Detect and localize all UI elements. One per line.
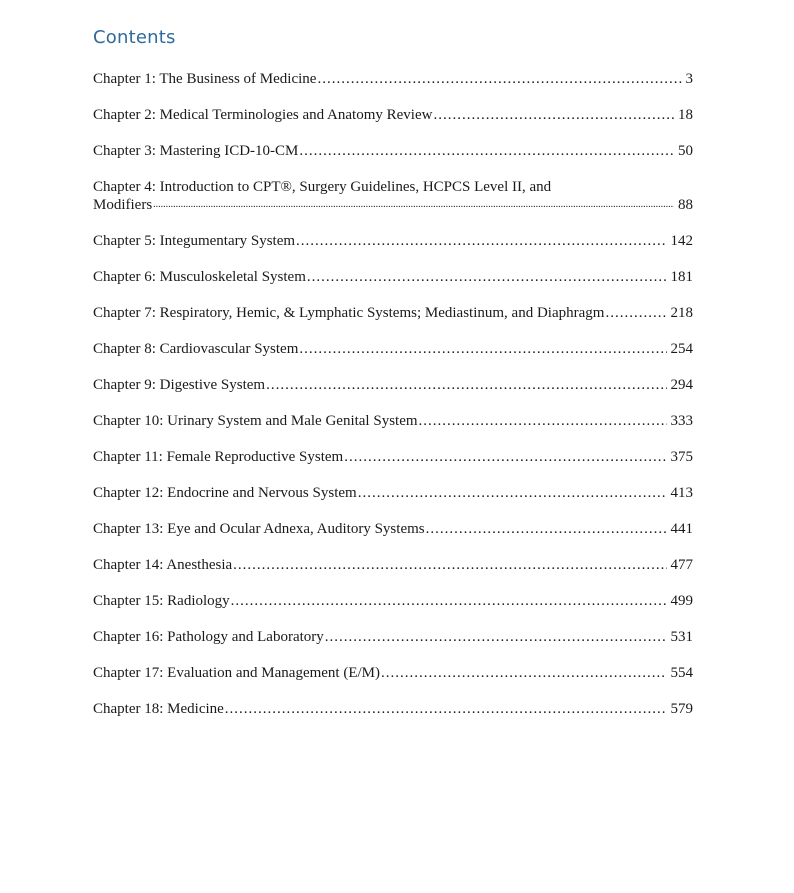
- toc-page-number: 218: [670, 305, 693, 321]
- toc-entry-title: Chapter 8: Cardiovascular System: [93, 341, 299, 357]
- dot-leader: [605, 304, 666, 322]
- toc-entry-title: Chapter 9: Digestive System: [93, 377, 266, 393]
- dot-leader: [317, 70, 681, 88]
- toc-page-number: 441: [670, 521, 693, 537]
- toc-entry-title: Chapter 12: Endocrine and Nervous System: [93, 485, 357, 501]
- toc-entry-chapter-1: [93, 70, 693, 88]
- toc-page-number: 254: [670, 341, 693, 357]
- toc-entry-title: Chapter 1: The Business of Medicine: [93, 71, 317, 87]
- toc-page-number: 579: [670, 701, 693, 717]
- toc-entry-title: Chapter 7: Respiratory, Hemic, & Lymphatic Systems; Mediastinum, and Diaphragm: [93, 305, 605, 321]
- dot-leader: [153, 196, 674, 214]
- toc-entry-chapter-10: [93, 412, 693, 430]
- toc-entry-title: Chapter 13: Eye and Ocular Adnexa, Auditory Systems: [93, 521, 425, 537]
- toc-entry-title: Chapter 11: Female Reproductive System: [93, 449, 344, 465]
- dot-leader: [419, 412, 667, 430]
- toc-entry-chapter-14: [93, 556, 693, 574]
- toc-page-number: 333: [670, 413, 693, 429]
- dot-leader: [296, 232, 666, 250]
- dot-leader: [381, 664, 667, 682]
- toc-page-number: 142: [670, 233, 693, 249]
- dot-leader: [231, 592, 667, 610]
- toc-entry-title: Chapter 5: Integumentary System: [93, 233, 296, 249]
- dot-leader: [325, 628, 667, 646]
- toc-entry-title: Chapter 15: Radiology: [93, 593, 230, 609]
- dot-leader: [266, 376, 666, 394]
- toc-entry-title-line-2: Modifiers: [93, 197, 153, 213]
- toc-page-number: 477: [670, 557, 693, 573]
- toc-entry-chapter-4: [93, 178, 693, 214]
- toc-entry-title: Chapter 14: Anesthesia: [93, 557, 233, 573]
- toc-entry-title-line-2-row: [93, 196, 693, 214]
- toc-page-number: 88: [678, 197, 693, 213]
- dot-leader: [299, 340, 666, 358]
- dot-leader: [433, 106, 674, 124]
- toc-entry-title: Chapter 18: Medicine: [93, 701, 224, 717]
- toc-page-number: 413: [670, 485, 693, 501]
- toc-entry-chapter-3: [93, 142, 693, 160]
- toc-entry-chapter-15: [93, 592, 693, 610]
- dot-leader: [307, 268, 667, 286]
- toc-entry-chapter-17: [93, 664, 693, 682]
- toc-page-number: 181: [670, 269, 693, 285]
- toc-page-number: 375: [670, 449, 693, 465]
- toc-entry-title: Chapter 3: Mastering ICD-10-CM: [93, 143, 299, 159]
- toc-entry-title: Chapter 6: Musculoskeletal System: [93, 269, 306, 285]
- toc-entry-title-line-1: Chapter 4: Introduction to CPT®, Surgery Guidelines, HCPCS Level II, and: [93, 179, 552, 195]
- toc-page-number: 499: [670, 593, 693, 609]
- toc-entry-chapter-18: [93, 700, 693, 718]
- toc-page-number: 50: [678, 143, 693, 159]
- toc-entry-title: Chapter 16: Pathology and Laboratory: [93, 629, 324, 645]
- toc-entry-chapter-2: [93, 106, 693, 124]
- toc-page-number: 294: [670, 377, 693, 393]
- toc-entry-chapter-11: [93, 448, 693, 466]
- toc-entry-chapter-5: [93, 232, 693, 250]
- toc-page-number: 18: [678, 107, 693, 123]
- toc-entry-title: Chapter 2: Medical Terminologies and Anatomy Review: [93, 107, 433, 123]
- toc-page-number: 531: [670, 629, 693, 645]
- toc-page-number: 3: [685, 71, 693, 87]
- toc-page-number: 554: [670, 665, 693, 681]
- dot-leader: [233, 556, 666, 574]
- toc-entry-chapter-6: [93, 268, 693, 286]
- dot-leader: [299, 142, 674, 160]
- toc-entry-chapter-7: [93, 304, 693, 322]
- dot-leader: [344, 448, 666, 466]
- dot-leader: [426, 520, 667, 538]
- toc-entry-chapter-9: [93, 376, 693, 394]
- toc-entry-chapter-13: [93, 520, 693, 538]
- toc-entry-title: Chapter 10: Urinary System and Male Genital System: [93, 413, 418, 429]
- toc-entry-chapter-8: [93, 340, 693, 358]
- contents-heading: Contents: [93, 27, 176, 48]
- table-of-contents: [93, 70, 693, 736]
- dot-leader: [358, 484, 667, 502]
- toc-entry-chapter-16: [93, 628, 693, 646]
- toc-entry-chapter-12: [93, 484, 693, 502]
- toc-entry-title: Chapter 17: Evaluation and Management (E/M): [93, 665, 380, 681]
- dot-leader: [225, 700, 667, 718]
